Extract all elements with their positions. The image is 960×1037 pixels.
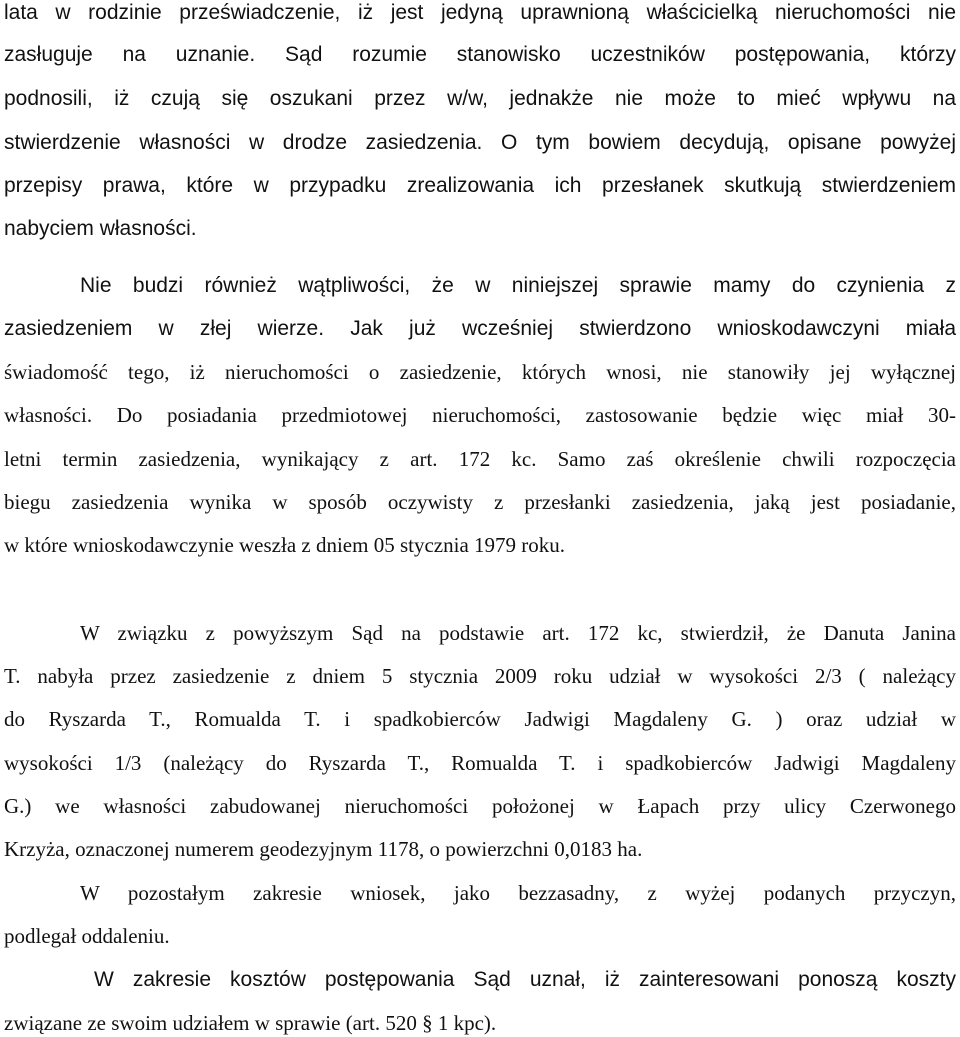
text-line: Nie budzi również wątpliwości, że w niniejszej sprawie mamy do czynienia z [80,274,956,297]
text-line: biegu zasiedzenia wynika w sposób oczywisty z przesłanki zasiedzenia, jaką jest posiadanie, [4,490,956,514]
text-line: podlegał oddaleniu. [4,924,170,948]
text-line: letni termin zasiedzenia, wynikający z art. 172 kc. Samo zaś określenie chwili rozpoczęcia [4,447,956,471]
text-line: T. nabyła przez zasiedzenie z dniem 5 stycznia 2009 roku udział w wysokości 2/3 ( należący [4,664,956,688]
text-line: W związku z powyższym Sąd na podstawie art. 172 kc, stwierdził, że Danuta Janina [80,621,956,645]
text-line: świadomość tego, iż nieruchomości o zasiedzenie, których wnosi, nie stanowiły jej wyłącznej [4,360,956,384]
text-line: wysokości 1/3 (należący do Ryszarda T., Romualda T. i spadkobierców Jadwigi Magdaleny [4,751,956,775]
text-line: W pozostałym zakresie wniosek, jako bezzasadny, z wyżej podanych przyczyn, [80,881,956,905]
text-line: Krzyża, oznaczonej numerem geodezyjnym 1178, o powierzchni 0,0183 ha. [4,837,643,861]
text-line: związane ze swoim udziałem w sprawie (art. 520 § 1 kpc). [4,1011,497,1035]
text-line: W zakresie kosztów postępowania Sąd uznał, iż zainteresowani ponoszą koszty [94,968,956,991]
text-line: lata w rodzinie przeświadczenie, iż jest jedyną uprawnioną właścicielką nieruchomości nie [4,1,956,24]
text-line: podnosili, iż czują się oszukani przez w/w, jednakże nie może to mieć wpływu na [4,87,956,110]
text-line: własności. Do posiadania przedmiotowej nieruchomości, zastosowanie będzie więc miał 30- [4,403,956,427]
text-line: w które wnioskodawczynie weszła z dniem 05 stycznia 1979 roku. [4,533,566,557]
text-line: G.) we własności zabudowanej nieruchomości położonej w Łapach przy ulicy Czerwonego [4,794,956,818]
text-line: nabyciem własności. [4,217,197,240]
text-line: zasługuje na uznanie. Sąd rozumie stanowisko uczestników postępowania, którzy [4,43,956,66]
text-line: przepisy prawa, które w przypadku zrealizowania ich przesłanek skutkują stwierdzeniem [4,174,956,197]
text-line: do Ryszarda T., Romualda T. i spadkobierców Jadwigi Magdaleny G. ) oraz udział w [4,707,956,731]
text-line: zasiedzeniem w złej wierze. Jak już wcześniej stwierdzono wnioskodawczyni miała [4,317,956,340]
text-line: stwierdzenie własności w drodze zasiedzenia. O tym bowiem decydują, opisane powyżej [4,131,956,154]
